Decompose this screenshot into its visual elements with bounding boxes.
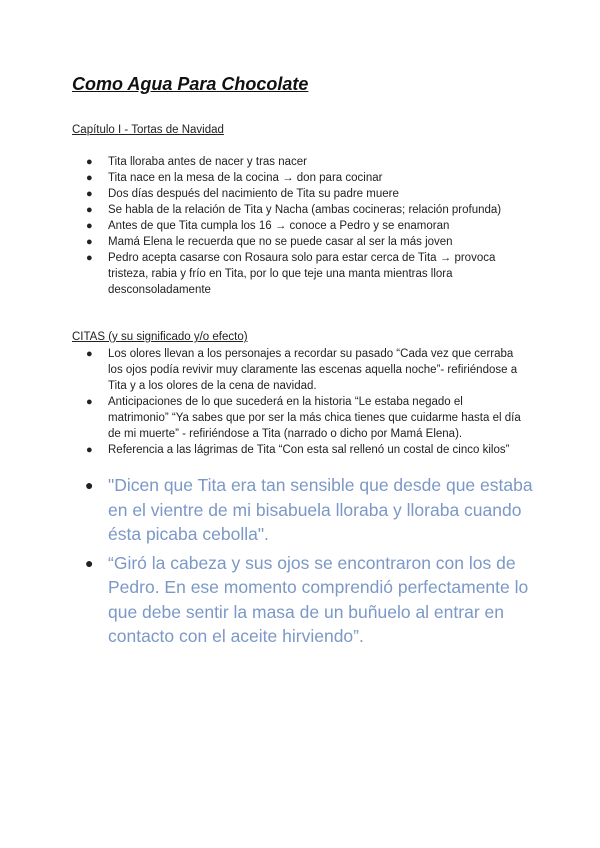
bullet-icon: ● [86,236,93,248]
list-item-text: Los olores llevan a los personajes a recordar su pasado “Cada vez que cerraba los ojos podía revivir muy claramente las escenas aquella noche”- refiriéndose a Tita y a los olores de la cena de navidad. [108,348,518,392]
bullet-icon: ● [86,220,93,232]
highlighted-quote [0,473,533,547]
highlighted-quotes-list [0,473,533,653]
list-item-text: Antes de que Tita cumpla los 16 → conoce a Pedro y se enamoran [108,220,450,232]
bullet-icon: ● [86,188,93,200]
bullet-icon: ● [86,172,93,184]
highlighted-quote-text: “Giró la cabeza y sus ojos se encontraron con los de Pedro. En ese momento comprendió perfectamente lo que debe sentir la masa de un buñuelo al entrar en contacto con el aceite hirviendo”. [108,552,529,646]
bullet-icon: ● [86,156,93,168]
chapter-summary-list [0,154,523,298]
list-item-text: Mamá Elena le recuerda que no se puede casar al ser la más joven [108,236,453,248]
list-item [0,170,523,186]
list-item [0,250,523,298]
chapter-heading: Capítulo I - Tortas de Navidad [72,124,224,136]
bullet-icon: ● [86,252,93,264]
bullet-icon: ● [86,396,93,408]
bullet-icon: ● [85,477,94,493]
list-item-text: Dos días después del nacimiento de Tita su padre muere [108,188,399,200]
list-item-text: Tita lloraba antes de nacer y tras nacer [108,156,308,168]
list-item [0,346,523,394]
list-item-text: Tita nace en la mesa de la cocina → don para cocinar [108,172,383,184]
list-item [0,218,523,234]
list-item [0,202,523,218]
bullet-icon: ● [86,204,93,216]
list-item-text: Pedro acepta casarse con Rosaura solo para estar cerca de Tita → provoca tristeza, rabia y frío en Tita, por lo que teje una manta mientras llora desconsoladamente [108,252,496,296]
bullet-icon: ● [86,444,93,456]
list-item [0,186,523,202]
list-item-text: Referencia a las lágrimas de Tita “Con esta sal rellenó un costal de cinco kilos” [108,444,510,456]
list-item-text: Se habla de la relación de Tita y Nacha (ambas cocineras; relación profunda) [108,204,502,216]
highlighted-quote [0,551,533,649]
bullet-icon: ● [85,554,94,571]
highlighted-quote-text: "Dicen que Tita era tan sensible que desde que estaba en el vientre de mi bisabuela lloraba y lloraba cuando ésta picaba cebolla". [108,475,533,544]
list-item [0,154,523,170]
quotes-list [0,346,523,458]
quotes-heading: CITAS (y su significado y/o efecto) [72,331,248,343]
bullet-icon: ● [86,348,93,360]
list-item [0,442,523,458]
document-title: Como Agua Para Chocolate [72,74,309,94]
list-item [0,394,523,442]
list-item-text: Anticipaciones de lo que sucederá en la historia “Le estaba negado el matrimonio” “Ya sabes que por ser la más chica tienes que cuidarme hasta el día de mi muerte” - refiriéndose a Tita (narrado o dicho por Mamá Elena). [108,396,521,440]
list-item [0,234,523,250]
